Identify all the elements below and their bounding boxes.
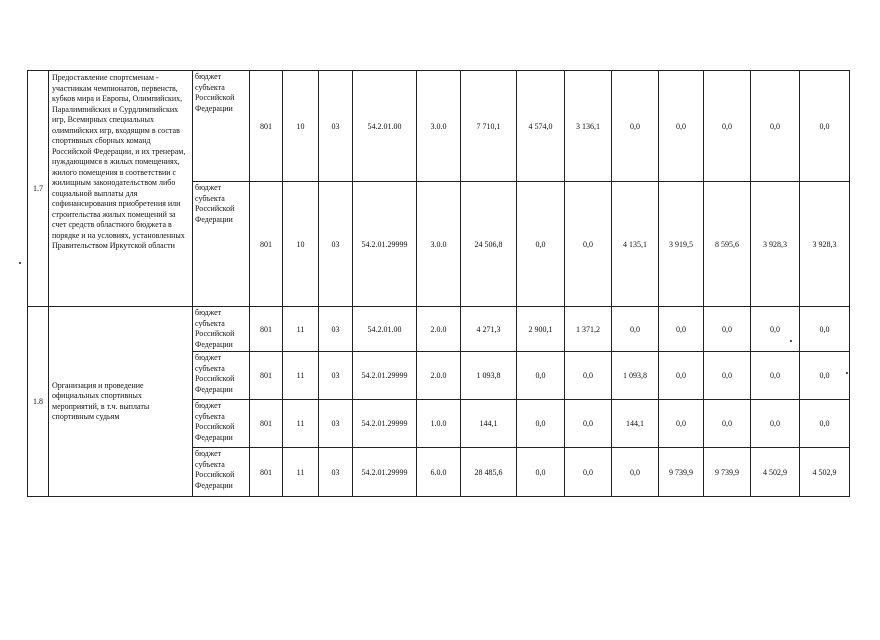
- value-year: 0,0: [704, 71, 751, 182]
- value-year: 0,0: [659, 400, 704, 448]
- value-year: 0,0: [517, 352, 565, 400]
- code-subsection: 03: [319, 400, 353, 448]
- value-total: 4 271,3: [461, 307, 517, 352]
- code-section: 10: [283, 182, 319, 307]
- value-year: 0,0: [704, 400, 751, 448]
- value-year: 0,0: [565, 182, 612, 307]
- funding-source: бюджет субъекта Российской Федерации: [193, 182, 250, 307]
- code-expense-type: 3.0.0: [417, 182, 461, 307]
- value-year: 0,0: [517, 448, 565, 497]
- value-year: 0,0: [751, 400, 800, 448]
- row-index: 1.8: [28, 307, 49, 497]
- value-total: 7 710,1: [461, 71, 517, 182]
- value-year: 0,0: [800, 400, 850, 448]
- code-grbs: 801: [250, 448, 283, 497]
- value-year: 0,0: [612, 307, 659, 352]
- value-total: 1 093,8: [461, 352, 517, 400]
- value-year: 3 136,1: [565, 71, 612, 182]
- funding-source: бюджет субъекта Российской Федерации: [193, 307, 250, 352]
- scan-speck: [19, 262, 21, 264]
- row-index: 1.7: [28, 71, 49, 307]
- value-year: 0,0: [659, 71, 704, 182]
- value-total: 28 485,6: [461, 448, 517, 497]
- value-year: 0,0: [800, 71, 850, 182]
- code-grbs: 801: [250, 352, 283, 400]
- value-year: 4 135,1: [612, 182, 659, 307]
- code-expense-type: 2.0.0: [417, 352, 461, 400]
- value-total: 24 506,8: [461, 182, 517, 307]
- value-year: 2 900,1: [517, 307, 565, 352]
- value-year: 8 595,6: [704, 182, 751, 307]
- value-year: 3 928,3: [751, 182, 800, 307]
- code-subsection: 03: [319, 71, 353, 182]
- value-year: 0,0: [800, 352, 850, 400]
- code-expense-type: 6.0.0: [417, 448, 461, 497]
- code-section: 11: [283, 352, 319, 400]
- code-expense-type: 3.0.0: [417, 71, 461, 182]
- value-year: 0,0: [565, 448, 612, 497]
- code-grbs: 801: [250, 71, 283, 182]
- value-year: 3 928,3: [800, 182, 850, 307]
- value-year: 0,0: [659, 307, 704, 352]
- value-total: 144,1: [461, 400, 517, 448]
- code-target: 54.2.01.00: [353, 307, 417, 352]
- funding-source: бюджет субъекта Российской Федерации: [193, 71, 250, 182]
- code-section: 10: [283, 71, 319, 182]
- funding-source: бюджет субъекта Российской Федерации: [193, 448, 250, 497]
- code-expense-type: 2.0.0: [417, 307, 461, 352]
- code-section: 11: [283, 448, 319, 497]
- code-subsection: 03: [319, 448, 353, 497]
- funding-source: бюджет субъекта Российской Федерации: [193, 352, 250, 400]
- value-year: 0,0: [704, 307, 751, 352]
- code-target: 54.2.01.00: [353, 71, 417, 182]
- value-year: 4 502,9: [751, 448, 800, 497]
- code-target: 54.2.01.29999: [353, 448, 417, 497]
- code-target: 54.2.01.29999: [353, 400, 417, 448]
- code-target: 54.2.01.29999: [353, 352, 417, 400]
- table-row: [28, 71, 850, 182]
- code-grbs: 801: [250, 182, 283, 307]
- value-year: 0,0: [751, 71, 800, 182]
- code-section: 11: [283, 400, 319, 448]
- activity-name: Организация и проведение официальных спортивных мероприятий, в т.ч. выплаты спортивным судьям: [49, 307, 193, 497]
- code-subsection: 03: [319, 182, 353, 307]
- value-year: 0,0: [659, 352, 704, 400]
- value-year: 0,0: [517, 400, 565, 448]
- scan-speck: [846, 372, 848, 374]
- value-year: 4 502,9: [800, 448, 850, 497]
- value-year: 0,0: [565, 400, 612, 448]
- value-year: 0,0: [612, 71, 659, 182]
- funding-source: бюджет субъекта Российской Федерации: [193, 400, 250, 448]
- code-expense-type: 1.0.0: [417, 400, 461, 448]
- value-year: 1 371,2: [565, 307, 612, 352]
- code-subsection: 03: [319, 352, 353, 400]
- code-section: 11: [283, 307, 319, 352]
- value-year: 9 739,9: [704, 448, 751, 497]
- value-year: 1 093,8: [612, 352, 659, 400]
- code-target: 54.2.01.29999: [353, 182, 417, 307]
- value-year: 0,0: [612, 448, 659, 497]
- code-grbs: 801: [250, 400, 283, 448]
- value-year: 0,0: [751, 307, 800, 352]
- value-year: 0,0: [800, 307, 850, 352]
- value-year: 0,0: [704, 352, 751, 400]
- budget-table: [27, 70, 850, 497]
- activity-name: Предоставление спортсменам - участникам чемпионатов, первенств, кубков мира и Европы, Олимпийских, Паралимпийских и Сурдлимпийских игр, Всемирных специальных олимпийских игр, входящим в состав спортивных сборных команд Российской Федерации, и их тренерам, нуждающимся в жилых помещениях, жилого помещения в соответствии с жилищным законодательством либо социальной выплаты для софинансирования приобретения или строительства жилых помещений за счет средств областного бюджета в порядке и на условиях, установленных Правительством Иркутской области: [49, 71, 193, 307]
- code-grbs: 801: [250, 307, 283, 352]
- value-year: 0,0: [565, 352, 612, 400]
- table-row: [28, 307, 850, 352]
- value-year: 3 919,5: [659, 182, 704, 307]
- value-year: 0,0: [517, 182, 565, 307]
- value-year: 9 739,9: [659, 448, 704, 497]
- value-year: 0,0: [751, 352, 800, 400]
- value-year: 4 574,0: [517, 71, 565, 182]
- value-year: 144,1: [612, 400, 659, 448]
- code-subsection: 03: [319, 307, 353, 352]
- scan-speck: [790, 340, 792, 342]
